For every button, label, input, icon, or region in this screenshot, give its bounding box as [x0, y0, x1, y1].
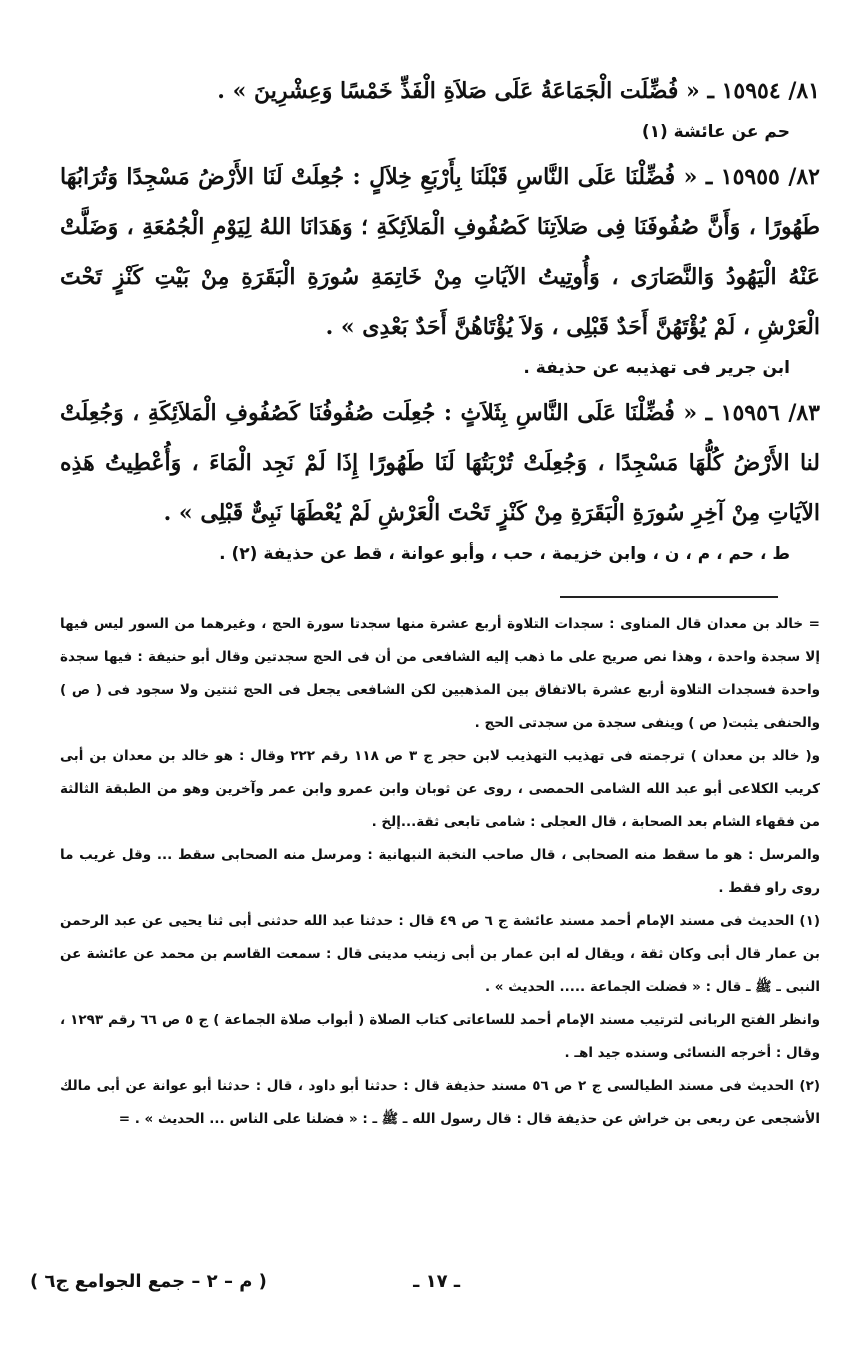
footnote-continuation-khalid: = خالد بن معدان قال المناوى : سجدات التلاوة أربع عشرة منها سجدتا سورة الحج ، وغيرهما من السور ليس فيها إلا سجدة واحدة ، وهذا نص صريح على ما ذهب إليه الشافعى من أن فى الحج سجدتين وقال أبو حنيفة : فيها سجدة واحدة فسجدات التلاوة أربع عشرة بالاتفاق بين المذهبين لكن الشافعى يجعل فى الحج ثنتين ولا سجود فى ( ص ) والحنفى يثبت( ص ) وينفى سجدة من سجدتى الحج . [60, 616, 820, 731]
footnote-1: (١) الحديث فى مسند الإمام أحمد مسند عائشة ج ٦ ص ٤٩ قال : حدثنا عبد الله حدثنى أبى ثنا يحيى عن عبد الرحمن بن عمار قال أبى وكان ثقة ، ويقال له ابن عمار بن أبى زينب مدينى قال : سمعت القاسم بن محمد عن عائشة عن النبى ـ ﷺ ـ قال : « فضلت الجماعة ..... الحديث » . [60, 913, 821, 995]
footnote-divider [560, 596, 778, 598]
footnote-1-fath-rabbani: وانظر الفتح الربانى لترتيب مسند الإمام أحمد للساعاتى كتاب الصلاة ( أبواب صلاة الجماعة ) ج ٥ ص ٦٦ رقم ١٢٩٣ ، وقال : أخرجه النسائى وسنده جيد اهـ . [60, 1012, 820, 1061]
footnote-2: (٢) الحديث فى مسند الطيالسى ج ٢ ص ٥٦ مسند حذيفة قال : حدثنا أبو داود ، قال : حدثنا أبو عوانة عن أبى مالك الأشجعى عن ربعى بن خراش عن حذيفة قال : قال رسول الله ـ ﷺ ـ : « فضلنا على الناس ... الحديث » . = [60, 1078, 821, 1127]
footnote-mursal: والمرسل : هو ما سقط منه الصحابى ، قال صاحب النخبة النبهانية : ومرسل منه الصحابى سقط ... وقل غريب ما روى راو فقط . [60, 847, 820, 896]
hadith-82: ٨٢/ ١٥٩٥٥ ـ « فُضِّلْنَا عَلَى النَّاسِ قَبْلَنَا بِأَرْبَعِ خِلاَلٍ : جُعِلَتْ لَنَا الأَرْضُ مَسْجِدًا وَتُرَابُهَا طَهُورًا ، وَأَنَّ صُفُوفَنَا فِى صَلاَتِنَا كَصُفُوفِ الْمَلاَئِكَةِ ؛ وَهَدَانَا اللهُ لِيَوْمِ الْجُمُعَةِ ، وَضَلَّتْ عَنْهُ الْيَهُودُ وَالنَّصَارَى ، وَأُوتِيتُ الآيَاتِ مِنْ خَاتِمَةِ سُورَةِ الْبَقَرَةِ مِنْ بَيْتِ كَنْزٍ تَحْتَ الْعَرْشِ ، لَمْ يُؤْتَهُنَّ أَحَدٌ قَبْلِى ، وَلاَ يُؤْتَاهُنَّ أَحَدٌ بَعْدِى » . [60, 164, 820, 340]
hadith-83-source: ط ، حم ، م ، ن ، وابن خزيمة ، حب ، وأبو عوانة ، قط عن حذيفة (٢) . [219, 544, 790, 564]
signature-mark: ( م – ٢ – جمع الجوامع ج٦ ) [30, 1271, 267, 1292]
hadith-82-source: ابن جرير فى تهذيبه عن حذيفة . [523, 358, 790, 378]
hadith-81: ٨١/ ١٥٩٥٤ ـ « فُضِّلَت الْجَمَاعَةُ عَلَى صَلاَةِ الْفَذِّ خَمْسًا وَعِشْرِينَ » . [217, 78, 820, 104]
hadith-83: ٨٣/ ١٥٩٥٦ ـ « فُضِّلْنَا عَلَى النَّاسِ بِثَلاَثٍ : جُعِلَت صُفُوفُنَا كَصُفُوفِ الْمَلاَئِكَةِ ، وَجُعِلَتْ لنا الأَرْضُ كُلُّهَا مَسْجِدًا ، وَجُعِلَتْ تُرْبَتُهَا لَنَا طَهُورًا إِذَا لَمْ نَجِد الْمَاءَ ، وَأُعْطِيتُ هَذِه الآيَاتِ مِنْ آخِرِ سُورَةِ الْبَقَرَةِ مِنْ كَنْزٍ تَحْتَ الْعَرْشِ لَمْ يُعْطَهَا نَبِىٌّ قَبْلِى » . [60, 400, 820, 526]
page-footer [30, 1261, 810, 1301]
footnote-khalid-bio: و( خالد بن معدان ) ترجمته فى تهذيب التهذيب لابن حجر ج ٣ ص ١١٨ رقم ٢٢٢ وقال : هو خالد بن معدان بن أبى كريب الكلاعى أبو عبد الله الشامى الحمصى ، روى عن ثوبان وابن عمرو وابن عمر وآخرين وهو من الطبقة الثالثة من فقهاء الشام بعد الصحابة ، قال العجلى : شامى تابعى ثقة...إلخ . [60, 748, 821, 830]
hadith-81-source: حم عن عائشة (١) [641, 122, 790, 142]
page-number: ـ ١٧ ـ [413, 1271, 460, 1292]
page-body [60, 66, 820, 1136]
footnotes [60, 608, 820, 1136]
footnote-divider-wrap [60, 574, 820, 608]
